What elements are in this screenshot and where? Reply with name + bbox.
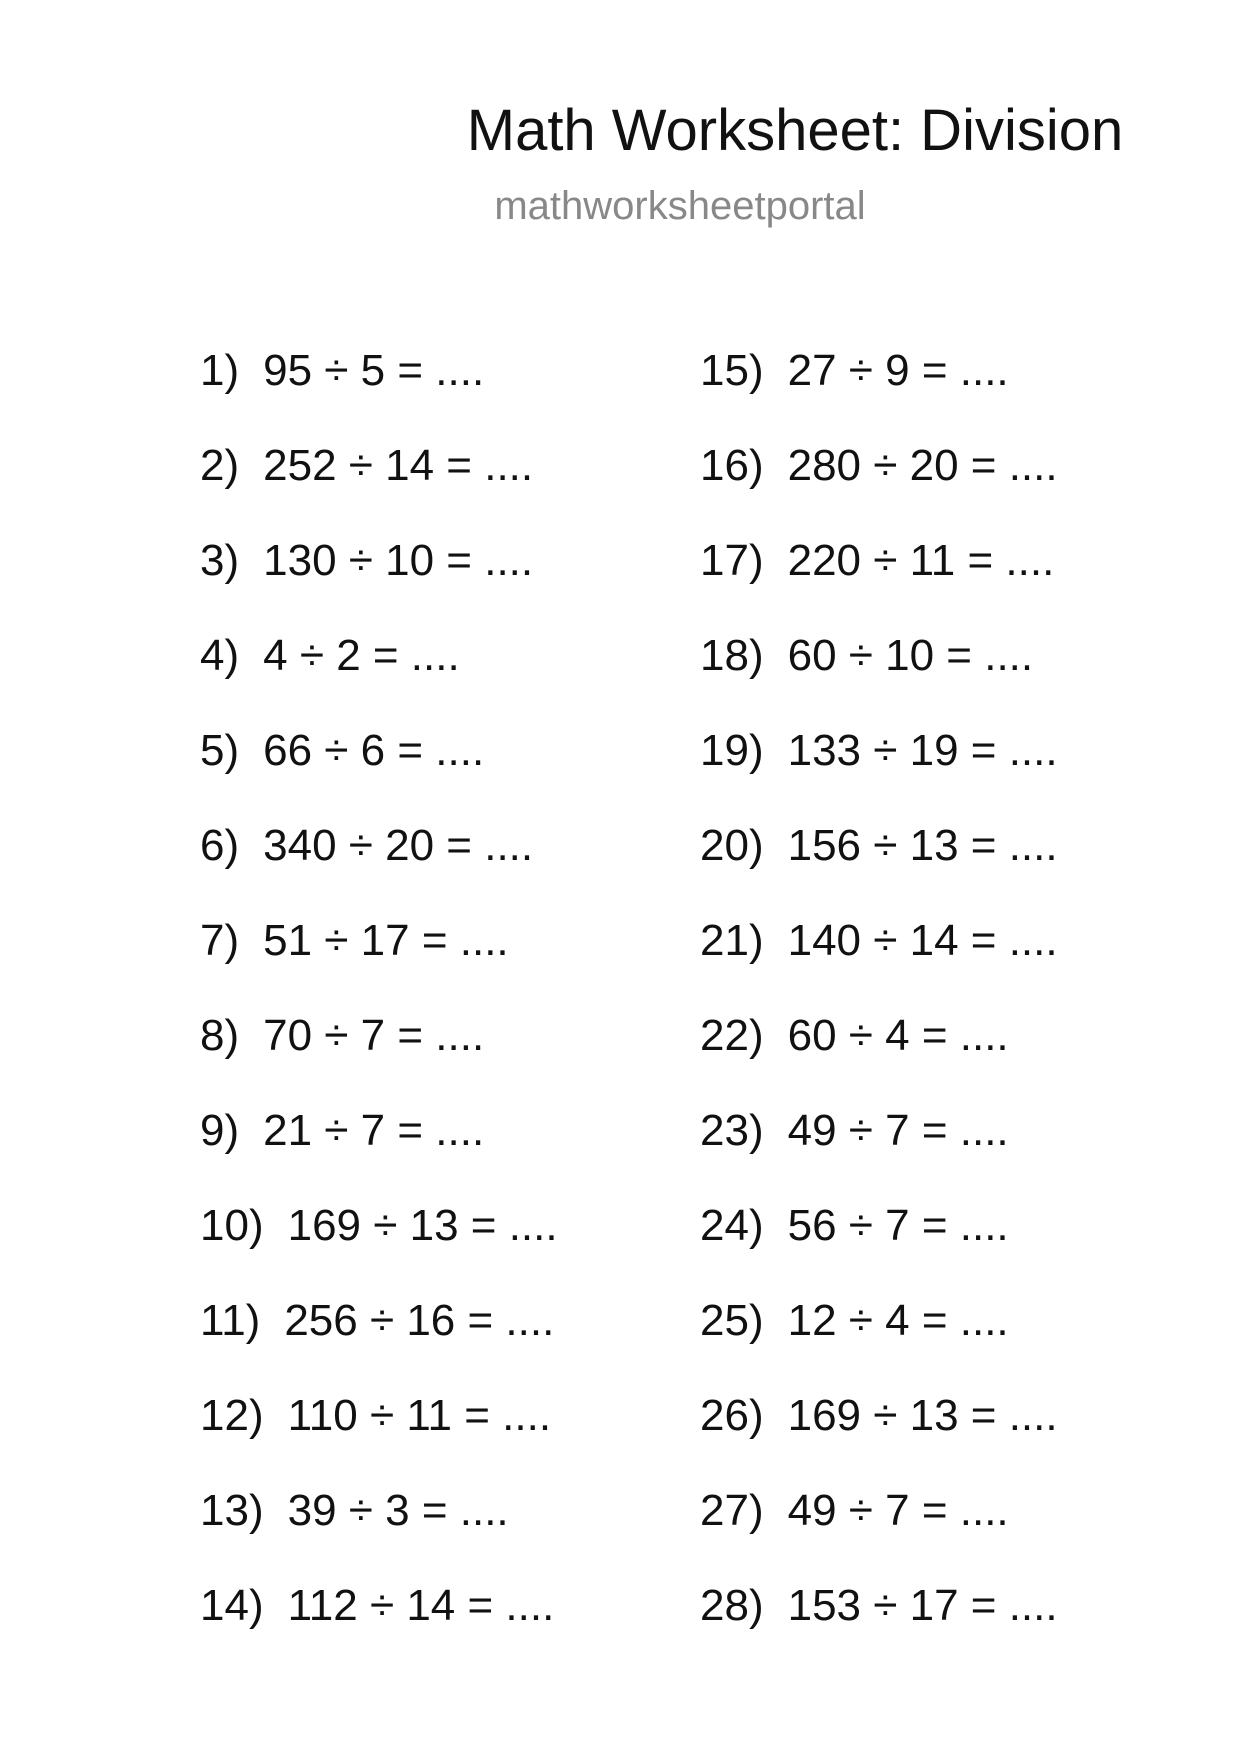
problem-expression: 140 ÷ 14 = .... bbox=[787, 916, 1058, 965]
problem-expression: 4 ÷ 2 = .... bbox=[263, 631, 460, 680]
problem-11 bbox=[200, 1295, 558, 1390]
problem-number: 16) bbox=[700, 441, 764, 490]
problem-number: 10) bbox=[200, 1201, 264, 1250]
problem-21 bbox=[700, 915, 1058, 1010]
problem-expression: 156 ÷ 13 = .... bbox=[787, 821, 1058, 870]
problem-6 bbox=[200, 820, 558, 915]
problem-3 bbox=[200, 535, 558, 630]
problem-number: 3) bbox=[200, 536, 240, 585]
problem-number: 11) bbox=[200, 1296, 261, 1345]
problem-2 bbox=[200, 440, 558, 535]
problem-expression: 56 ÷ 7 = .... bbox=[787, 1201, 1009, 1250]
problem-16 bbox=[700, 440, 1058, 535]
problem-number: 19) bbox=[700, 726, 764, 775]
problem-4 bbox=[200, 630, 558, 725]
problem-expression: 280 ÷ 20 = .... bbox=[787, 441, 1058, 490]
problem-number: 22) bbox=[700, 1011, 764, 1060]
problem-number: 28) bbox=[700, 1581, 764, 1630]
problem-number: 15) bbox=[700, 346, 764, 395]
problem-number: 2) bbox=[200, 441, 240, 490]
problem-number: 13) bbox=[200, 1486, 264, 1535]
problem-24 bbox=[700, 1200, 1058, 1295]
problem-number: 8) bbox=[200, 1011, 240, 1060]
problem-expression: 340 ÷ 20 = .... bbox=[263, 821, 534, 870]
problem-expression: 49 ÷ 7 = .... bbox=[787, 1486, 1009, 1535]
problem-12 bbox=[200, 1390, 558, 1485]
problems-column-left bbox=[200, 345, 558, 1675]
problem-number: 25) bbox=[700, 1296, 764, 1345]
problem-number: 17) bbox=[700, 536, 764, 585]
problem-expression: 112 ÷ 14 = .... bbox=[287, 1581, 555, 1630]
problems-column-right bbox=[700, 345, 1058, 1675]
problem-expression: 133 ÷ 19 = .... bbox=[787, 726, 1058, 775]
problem-number: 18) bbox=[700, 631, 764, 680]
problem-expression: 49 ÷ 7 = .... bbox=[787, 1106, 1009, 1155]
page-subtitle: mathworksheetportal bbox=[494, 184, 866, 228]
problem-28 bbox=[700, 1580, 1058, 1675]
problem-10 bbox=[200, 1200, 558, 1295]
problem-expression: 169 ÷ 13 = .... bbox=[287, 1201, 558, 1250]
problem-expression: 256 ÷ 16 = .... bbox=[284, 1296, 555, 1345]
problem-22 bbox=[700, 1010, 1058, 1105]
problem-number: 26) bbox=[700, 1391, 764, 1440]
page-title: Math Worksheet: Division bbox=[466, 98, 1124, 163]
problem-18 bbox=[700, 630, 1058, 725]
problem-expression: 66 ÷ 6 = .... bbox=[263, 726, 485, 775]
problem-expression: 21 ÷ 7 = .... bbox=[263, 1106, 485, 1155]
problem-8 bbox=[200, 1010, 558, 1105]
problem-number: 24) bbox=[700, 1201, 764, 1250]
problem-17 bbox=[700, 535, 1058, 630]
problem-number: 1) bbox=[200, 346, 240, 395]
problem-number: 20) bbox=[700, 821, 764, 870]
problem-5 bbox=[200, 725, 558, 820]
problem-expression: 220 ÷ 11 = .... bbox=[787, 536, 1055, 585]
problem-expression: 153 ÷ 17 = .... bbox=[787, 1581, 1058, 1630]
problem-expression: 70 ÷ 7 = .... bbox=[263, 1011, 485, 1060]
problem-number: 9) bbox=[200, 1106, 240, 1155]
problem-expression: 27 ÷ 9 = .... bbox=[787, 346, 1009, 395]
problem-expression: 60 ÷ 10 = .... bbox=[787, 631, 1034, 680]
problem-9 bbox=[200, 1105, 558, 1200]
problem-number: 6) bbox=[200, 821, 240, 870]
problem-number: 21) bbox=[700, 916, 764, 965]
problem-26 bbox=[700, 1390, 1058, 1485]
problem-15 bbox=[700, 345, 1058, 440]
problem-number: 23) bbox=[700, 1106, 764, 1155]
problem-expression: 169 ÷ 13 = .... bbox=[787, 1391, 1058, 1440]
problem-expression: 130 ÷ 10 = .... bbox=[263, 536, 534, 585]
problem-expression: 51 ÷ 17 = .... bbox=[263, 916, 509, 965]
problem-number: 14) bbox=[200, 1581, 264, 1630]
problem-23 bbox=[700, 1105, 1058, 1200]
problem-20 bbox=[700, 820, 1058, 915]
problem-expression: 110 ÷ 11 = .... bbox=[287, 1391, 552, 1440]
problem-1 bbox=[200, 345, 558, 440]
problem-25 bbox=[700, 1295, 1058, 1390]
problem-expression: 252 ÷ 14 = .... bbox=[263, 441, 534, 490]
problem-number: 12) bbox=[200, 1391, 264, 1440]
problem-expression: 95 ÷ 5 = .... bbox=[263, 346, 485, 395]
problem-7 bbox=[200, 915, 558, 1010]
problem-expression: 12 ÷ 4 = .... bbox=[787, 1296, 1009, 1345]
problem-14 bbox=[200, 1580, 558, 1675]
problem-19 bbox=[700, 725, 1058, 820]
problem-number: 27) bbox=[700, 1486, 764, 1535]
problem-number: 5) bbox=[200, 726, 240, 775]
problem-expression: 60 ÷ 4 = .... bbox=[787, 1011, 1009, 1060]
problem-number: 4) bbox=[200, 631, 240, 680]
problem-expression: 39 ÷ 3 = .... bbox=[287, 1486, 509, 1535]
problem-27 bbox=[700, 1485, 1058, 1580]
problem-13 bbox=[200, 1485, 558, 1580]
problem-number: 7) bbox=[200, 916, 240, 965]
